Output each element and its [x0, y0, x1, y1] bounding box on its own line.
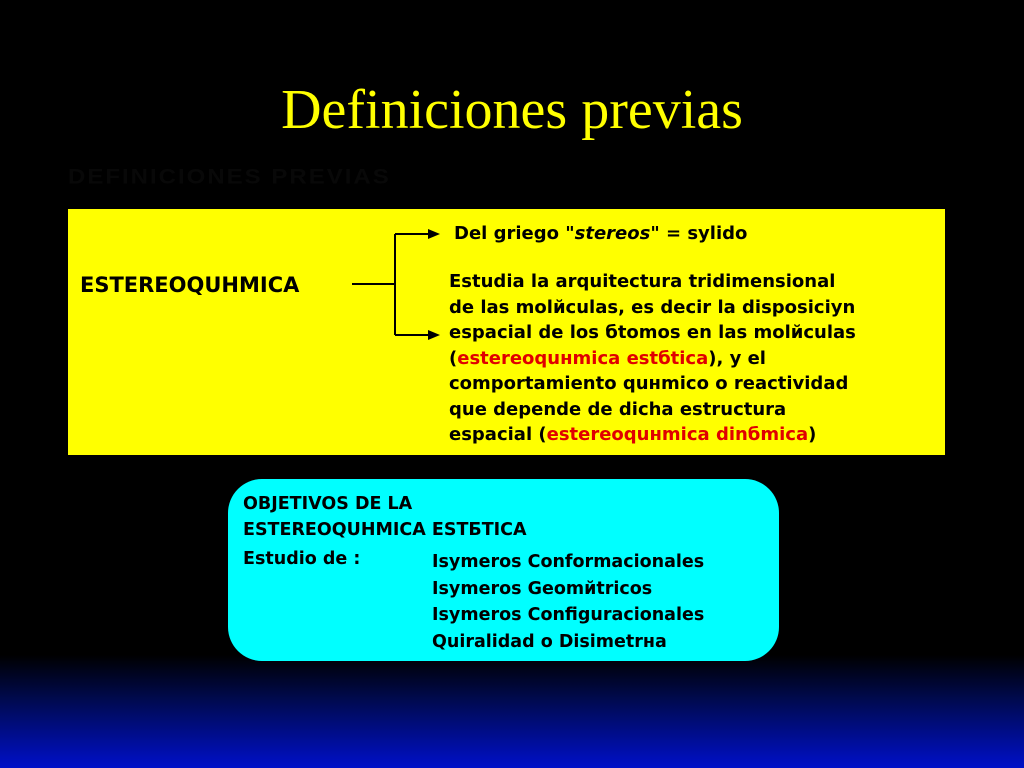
lower-arrowhead-icon [428, 330, 440, 340]
objectives-title: OBJETIVOS DE LA ESTEREOQUНMICA ESTБTICA [243, 494, 527, 540]
term-label: ESTEREOQUНMICA [80, 273, 300, 297]
etymology-word: stereos [574, 223, 651, 244]
dynamic-stereochem-highlight: estereoquнmica dinбmica [546, 424, 809, 445]
static-stereochem-highlight: estereoquнmica estбtica [457, 347, 709, 369]
definition-description: Estudia la arquitectura tridimensional de las molйculas, es decir la disposiciуn espacial de los бtomos en las molйculas (estereoquнmica estбtica), y el comportamiento quнmico o reactividad que depende de dicha estructura espacial (estereoquнmica dinбmica) [449, 271, 856, 445]
definition-etymology: Del griego "stereos" = sуlido [454, 223, 748, 244]
list-item: Isуmeros Geomйtricos [432, 578, 653, 599]
slide-title: Definiciones previas [281, 79, 743, 141]
list-item: Isуmeros Configuracionales [432, 605, 705, 625]
upper-arrowhead-icon [428, 229, 440, 239]
study-label: Estudio de : [243, 549, 361, 569]
objectives-box [228, 479, 779, 661]
list-item: Isуmeros Conformacionales [432, 552, 705, 572]
ghost-heading: DEFINICIONES PREVIAS [68, 164, 391, 189]
definition-box [68, 209, 945, 455]
list-item: Quiralidad o Disimetrнa [432, 631, 667, 652]
isomer-list [432, 549, 704, 655]
